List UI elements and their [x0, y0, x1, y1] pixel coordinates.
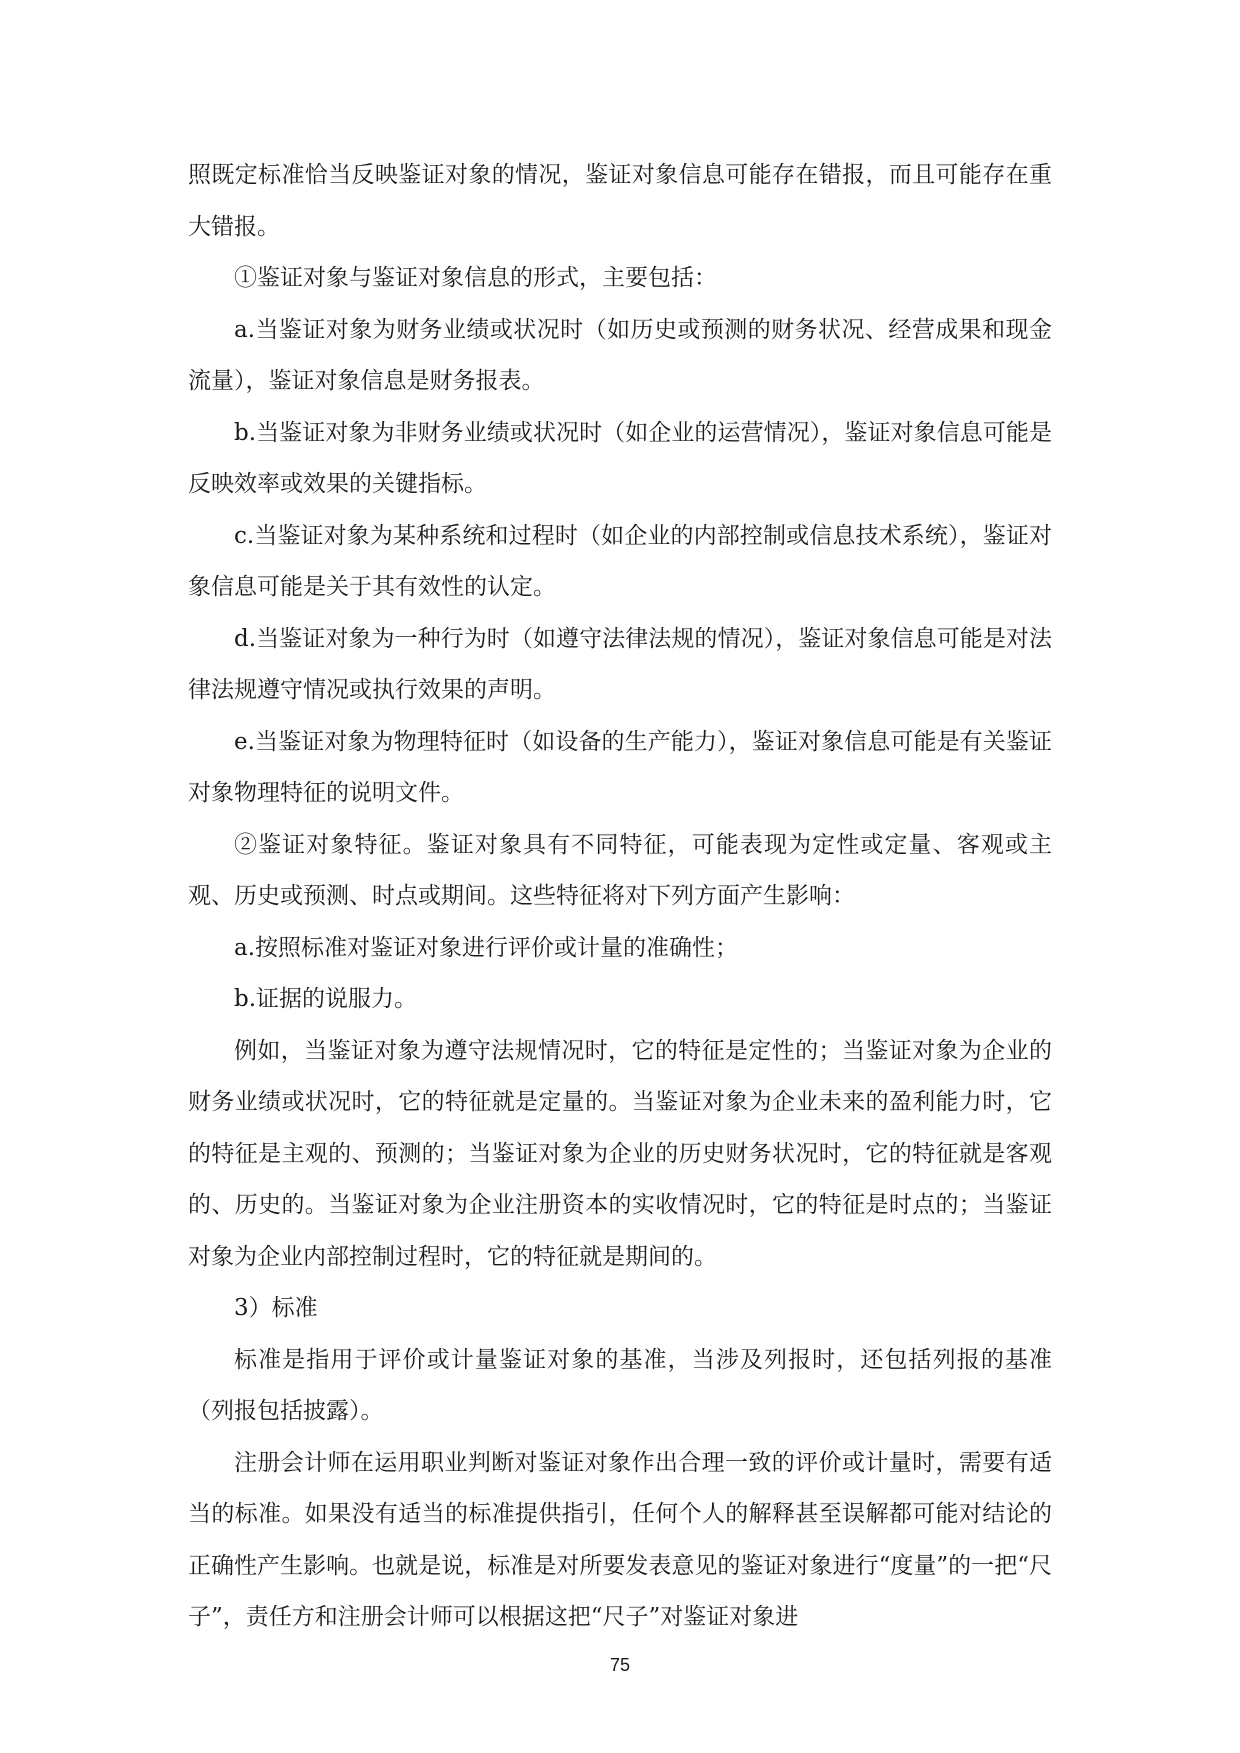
body-text: [188, 150, 1052, 1644]
paragraph: b.当鉴证对象为非财务业绩或状况时（如企业的运营情况），鉴证对象信息可能是反映效率或效果的关键指标。: [188, 419, 1052, 497]
paragraph: ②鉴证对象特征。鉴证对象具有不同特征，可能表现为定性或定量、客观或主观、历史或预测、时点或期间。这些特征将对下列方面产生影响：: [188, 831, 1052, 909]
paragraph: 例如，当鉴证对象为遵守法规情况时，它的特征是定性的；当鉴证对象为企业的财务业绩或状况时，它的特征就是定量的。当鉴证对象为企业未来的盈利能力时，它的特征是主观的、预测的；当鉴证对象为企业的历史财务状况时，它的特征就是客观的、历史的。当鉴证对象为企业注册资本的实收情况时，它的特征是时点的；当鉴证对象为企业内部控制过程时，它的特征就是期间的。: [188, 1037, 1052, 1270]
paragraph: 标准是指用于评价或计量鉴证对象的基准，当涉及列报时，还包括列报的基准（列报包括披露）。: [188, 1346, 1052, 1424]
paragraph: 照既定标准恰当反映鉴证对象的情况，鉴证对象信息可能存在错报，而且可能存在重大错报。: [188, 162, 1052, 240]
paragraph: a.按照标准对鉴证对象进行评价或计量的准确性；: [234, 934, 739, 961]
paragraph: ①鉴证对象与鉴证对象信息的形式，主要包括：: [234, 265, 717, 291]
paragraph: 注册会计师在运用职业判断对鉴证对象作出合理一致的评价或计量时，需要有适当的标准。如果没有适当的标准提供指引，任何个人的解释甚至误解都可能对结论的正确性产生影响。也就是说，标准是对所要发表意见的鉴证对象进行“度量”的一把“尺子”，责任方和注册会计师可以根据这把“尺子”对鉴证对象进: [188, 1449, 1052, 1630]
paragraph: b.证据的说服力。: [234, 986, 418, 1012]
paragraph: e.当鉴证对象为物理特征时（如设备的生产能力），鉴证对象信息可能是有关鉴证对象物理特征的说明文件。: [188, 728, 1052, 806]
paragraph: 3）标准: [234, 1295, 318, 1321]
page-number: 75: [609, 1655, 631, 1675]
paragraph: c.当鉴证对象为某种系统和过程时（如企业的内部控制或信息技术系统），鉴证对象信息可能是关于其有效性的认定。: [188, 522, 1052, 600]
paragraph: a.当鉴证对象为财务业绩或状况时（如历史或预测的财务状况、经营成果和现金流量），鉴证对象信息是财务报表。: [188, 316, 1052, 394]
paragraph: d.当鉴证对象为一种行为时（如遵守法律法规的情况），鉴证对象信息可能是对法律法规遵守情况或执行效果的声明。: [188, 625, 1052, 703]
